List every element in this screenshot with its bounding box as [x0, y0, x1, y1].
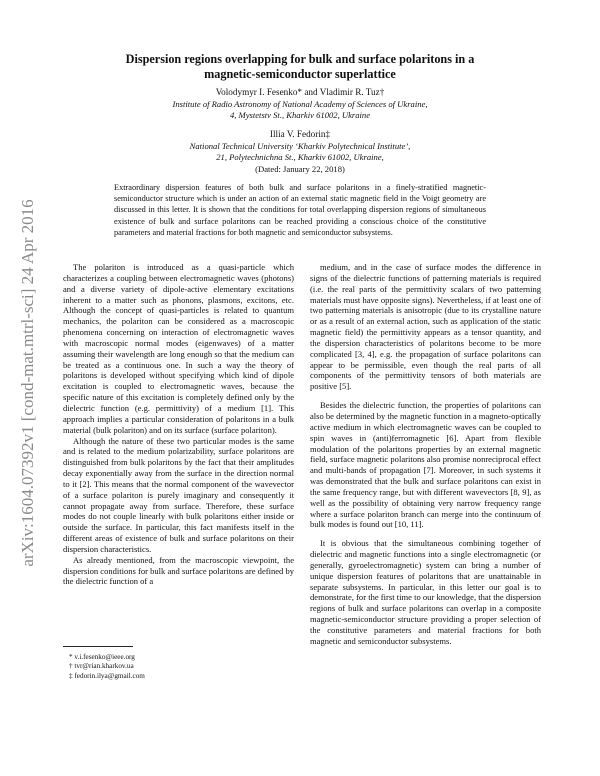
author-block-1: [70, 87, 530, 122]
footnote-2: † tvr@rian.kharkov.ua: [69, 662, 134, 671]
paragraph: medium, and in the case of surface modes the difference in signs of the dielectric functions of patterning materials is required (i.e. the real parts of the permittivity scalars of two patterning materials must have opposite signs). Nevertheless, if at least one of two patterning materials is anisotropic (due to its crystalline nature or as a result of an external action, such as application of the static magnetic field) the permittivity appears as a tensor quantity, and the dispersion characteristics of polaritons become to be more complicated [3, 4], e.g. the propagation of surface polaritons can appear to be permissible, even though the real parts of all components of the permittivity tensors of both materials are positive [5].: [310, 262, 541, 392]
right-column: [310, 262, 541, 647]
title-line-2: magnetic-semiconductor superlattice: [204, 67, 396, 81]
title-line-1: Dispersion regions overlapping for bulk and surface polaritons in a: [125, 52, 475, 66]
paper-title: [70, 52, 530, 82]
paragraph: Although the nature of these two particular modes is the same and is related to the medium polarizability, surface polaritons are distinguished from bulk polaritons by the fact that their amplitudes decay exponentially away from the surface in the direction normal to it [2]. This means that the normal component of the wavevector of a surface polariton is purely imaginary and consequently it cannot propagate away from surface. Therefore, these surface modes do not couple linearly with bulk polaritons either inside or outside the surface. In particular, this fact manifests itself in the different areas of existence of bulk and surface polaritons on their dispersion characteristics.: [63, 435, 294, 554]
affiliation-1-line-1: Institute of Radio Astronomy of National Academy of Sciences of Ukraine,: [172, 98, 428, 109]
paragraph: Besides the dielectric function, the properties of polaritons can also be determined by the magnetic function in a magneto-optically active medium in which electromagnetic waves can be coupled to spin waves in (anti)ferromagnetic [6]. Apart from flexible modulation of the polaritons properties by an external magnetic field, surface magnetic polaritons also promise nonreciprocal effect and multi-bands of propagation [7]. Moreover, in such systems it was demonstrated that the bulk and surface polaritons can exist in the same frequency range, but with different wavevectors [8, 9], as well as the possibility of obtaining very narrow frequency range where a surface polariton branch can merge into the continuum of bulk modes is found out [10, 11].: [310, 400, 541, 530]
dated-line: (Dated: January 22, 2018): [255, 163, 345, 174]
author-name-3: Illia V. Fedorin‡: [269, 129, 331, 139]
affiliation-2-line-1: National Technical University ‘Kharkiv Polytechnical Institute’,: [189, 140, 411, 151]
author-names: Volodymyr I. Fesenko* and Vladimir R. Tuz†: [215, 87, 385, 97]
footnotes: [63, 646, 294, 681]
affiliation-2-line-2: 21, Polytechnichna St., Kharkiv 61002, Ukraine,: [216, 152, 384, 163]
affiliation-1-line-2: 4, Mystetstv St., Kharkiv 61002, Ukraine: [229, 110, 371, 121]
footnote-1: * v.i.fesenko@ieee.org: [69, 653, 135, 661]
paragraph: As already mentioned, from the macroscopic viewpoint, the dispersion conditions for bulk and surface polaritons are defined by the dielectric function of a: [63, 554, 294, 587]
left-column: [63, 262, 294, 587]
author-block-2: [70, 129, 530, 175]
arxiv-identifier: [18, 148, 38, 618]
footnote-3: ‡ fedorin.ilya@gmail.com: [69, 671, 145, 680]
paragraph: The polariton is introduced as a quasi-particle which characterizes a coupling between electromagnetic waves (photons) and a diverse variety of dipole-active elementary excitations inherent to a matter such as phonons, plasmons, excitons, etc. Although the concept of quasi-particles is related to quantum mechanics, the polariton can be considered as a macroscopic phenomena concerning on interaction of electromagnetic waves with macroscopic normal modes (eigenwaves) of a matter assuming their wavelength are long enough so that the medium can be treated as a continuous one. In such a way the theory of polaritons is developed without specifying which kind of dipole excitation is coupled to electromagnetic waves, because the specific nature of this excitation is completely defined only by the dielectric function (e.g. permittivity) of a medium [1]. This approach implies a particular consideration of polaritons in a bulk material (bulk polariton) and on its surface (surface polariton).: [63, 262, 294, 435]
arxiv-id-text: arXiv:1604.07392v1 [cond-mat.mtrl-sci] 24 Apr 2016: [18, 199, 37, 567]
footnote-divider: [63, 646, 133, 647]
paragraph: It is obvious that the simultaneous combining together of dielectric and magnetic functions into a single electromagnetic (or generally, gyroelectromagnetic) system can bring a number of unique dispersion features of polaritons that are unattainable in separate subsystems. In particular, in this letter our goal is to demonstrate, for the first time to our knowledge, that the dispersion regions of bulk and surface polaritons can overlap in a composite magnetic-semiconductor structure providing a proper selection of the constitutive parameters and material fractions for both magnetic and semiconductor subsystems.: [310, 538, 541, 646]
abstract: Extraordinary dispersion features of both bulk and surface polaritons in a finely-stratified magnetic-semiconductor structure which is under an action of an external static magnetic field in the Voigt geometry are discussed in this letter. It is shown that the conditions for total overlapping dispersion regions of simultaneous existence of bulk and surface polaritons can be reached providing a conscious choice of the constitutive parameters and material fractions for both magnetic and semiconductor subsystems.: [114, 183, 486, 237]
